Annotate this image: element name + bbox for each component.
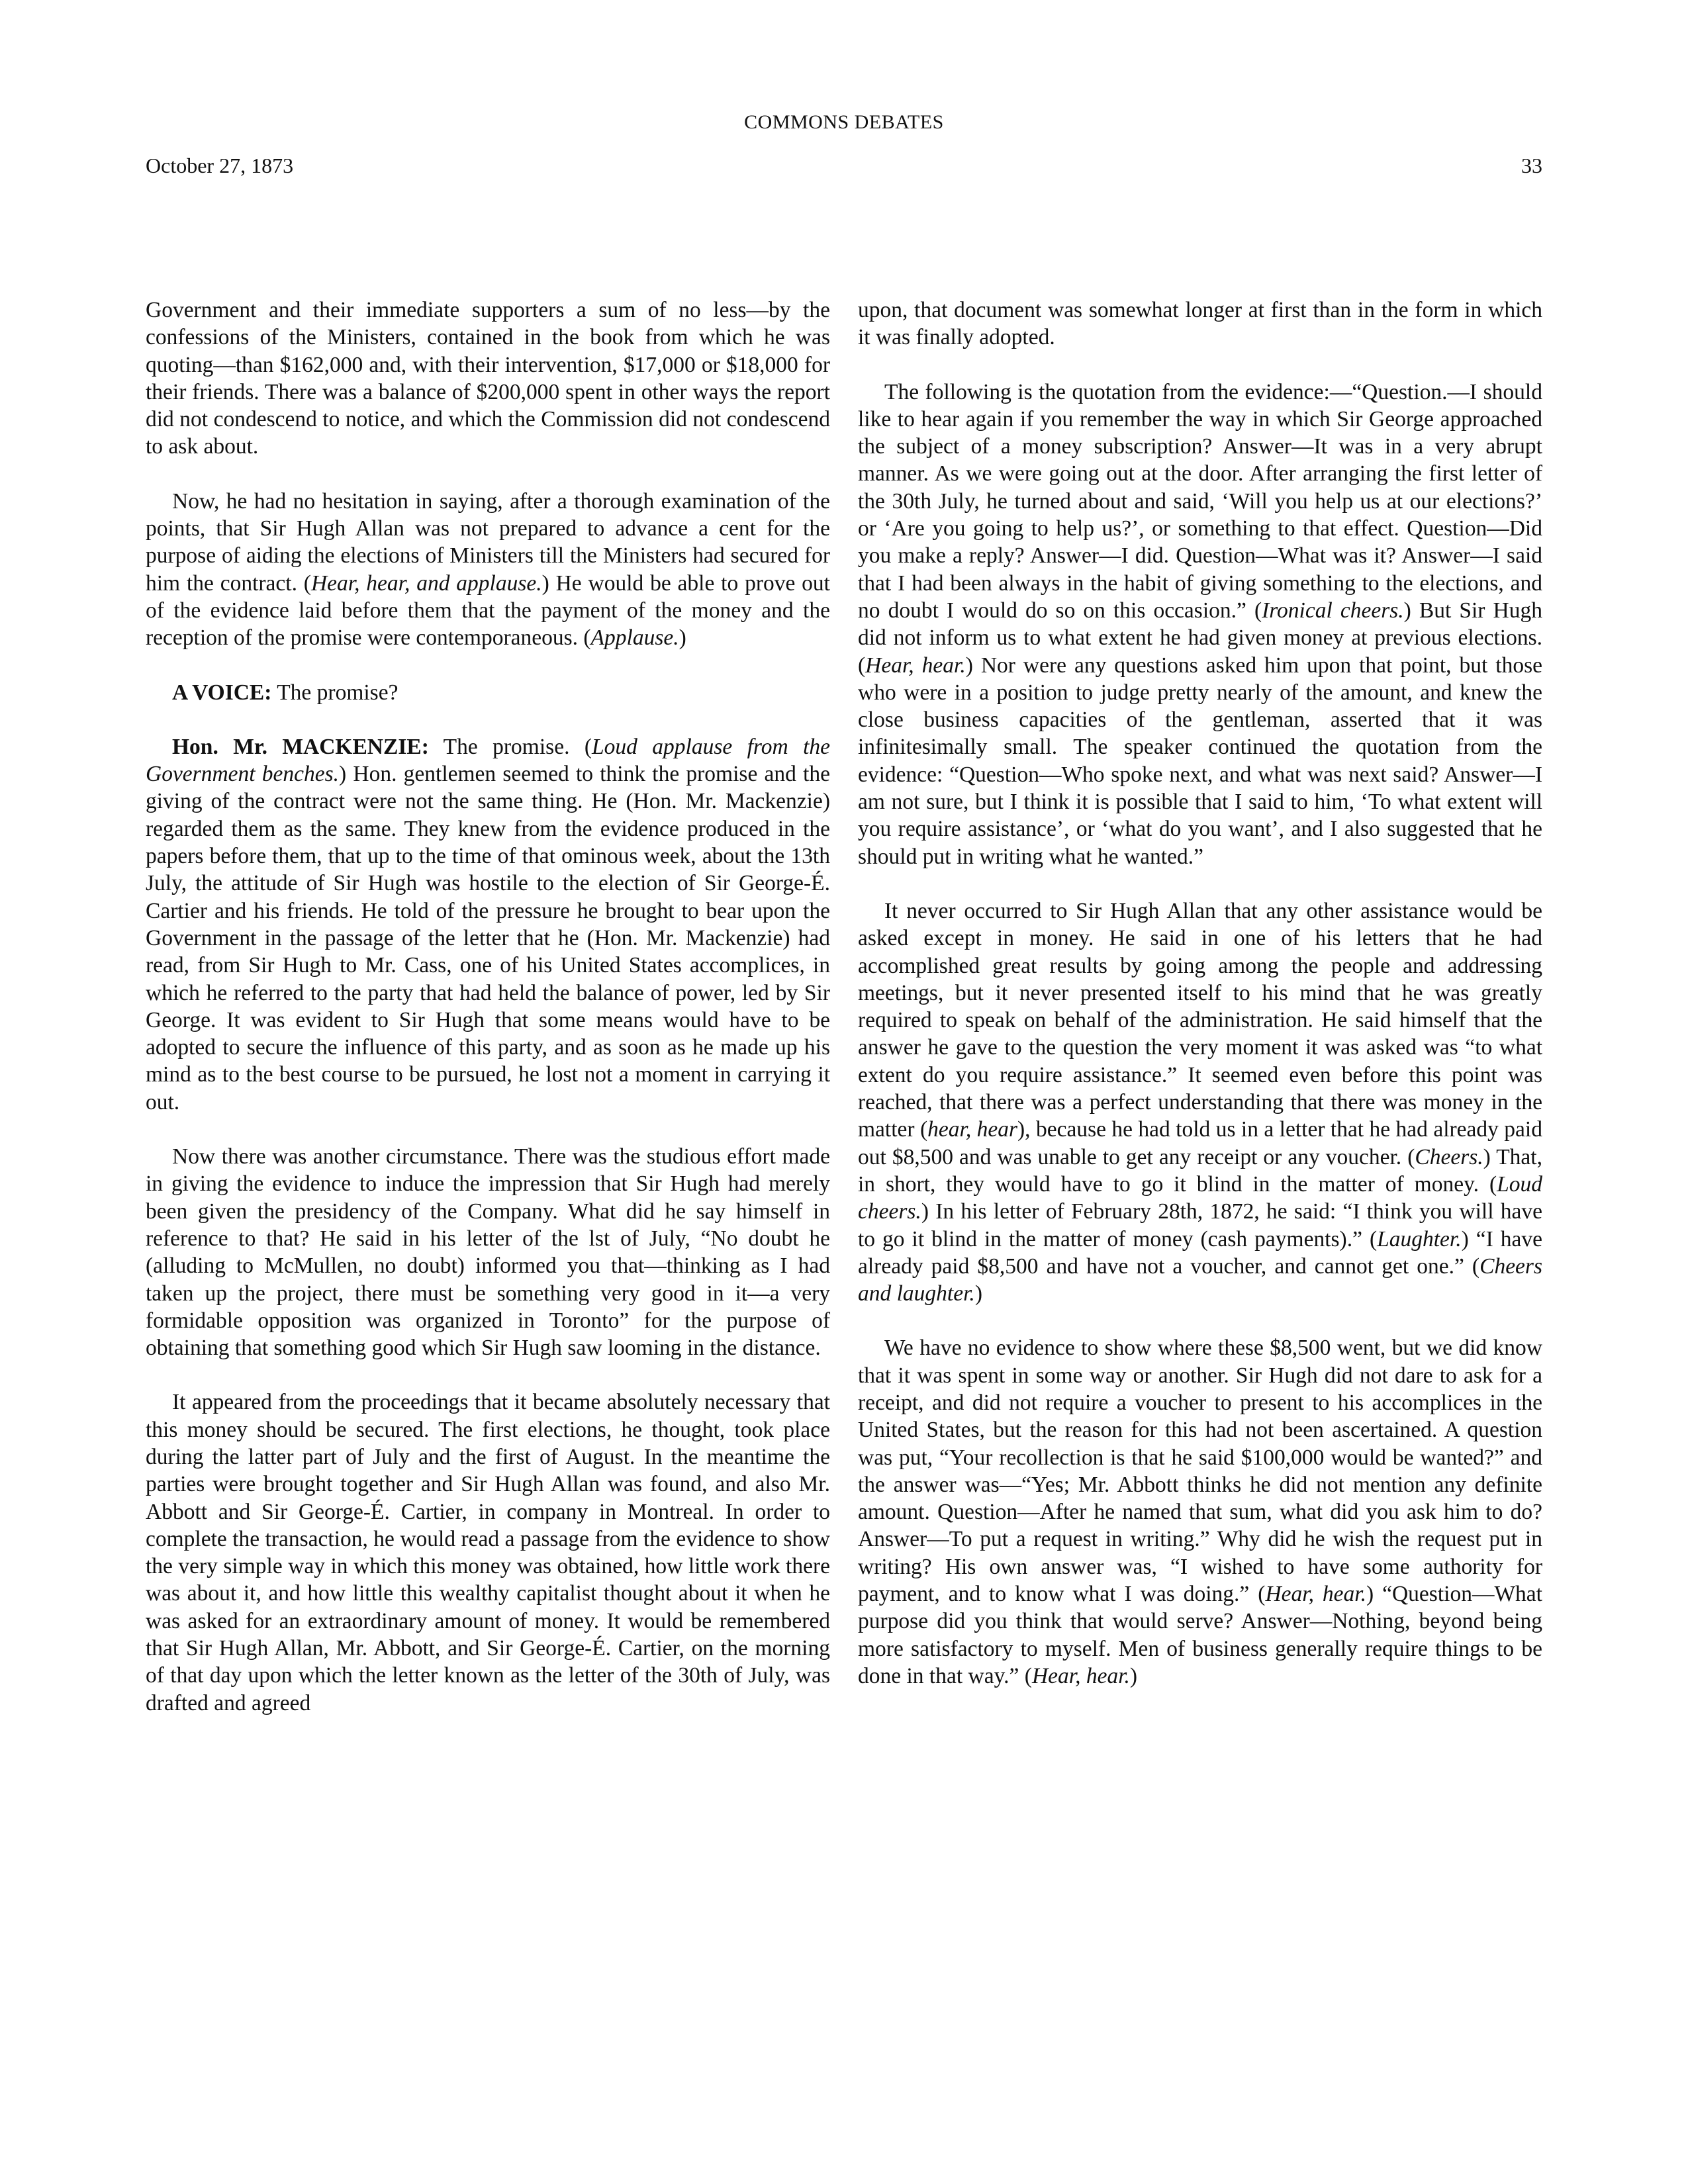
text: ) That, in short, they would have to go it blind in the matter of money. ( xyxy=(858,1144,1542,1197)
speaker-name: Hon. Mr. MACKENZIE: xyxy=(172,734,429,759)
interjection: Hear, hear. xyxy=(865,653,966,678)
text: The promise. ( xyxy=(428,734,592,759)
text: ) But Sir Hugh did not inform us to what extent he had given money at previous elections. ( xyxy=(858,598,1542,678)
paragraph xyxy=(146,733,830,1116)
text: Now, he had no hesitation in saying, after a thorough examination of the points, that Sir Hugh Allan was not prepared to advance a cent for the purpose of aiding the elections of Ministers till the Ministers had secured for him the contract. ( xyxy=(146,488,830,596)
paragraph xyxy=(858,897,1542,1307)
text: ) “Question—What purpose did you think that would serve? Answer—Nothing, beyond being more satisfactory to myself. Men of business generally require things to be done in that way.” ( xyxy=(858,1582,1542,1688)
text: It never occurred to Sir Hugh Allan that any other assistance would be asked except in money. He said in one of his letters that he had accomplished great results by going among the people and addressing meetings, but it never presented itself to his mind that he was greatly required to speak on behalf of the administration. He said himself that the answer he gave to the question the very moment it was asked was “to what extent do you require assistance.” It seemed even before this point was reached, that there was a perfect understanding that there was money in the matter ( xyxy=(858,898,1542,1142)
text: ) Nor were any questions asked him upon that point, but those who were in a position to judge pretty nearly of the amount, and knew the close business capacities of the gentleman, asserted that it was infinitesimally small. The speaker continued the quotation from the evidence: “Question—Who spoke next, and what was next said? Answer—I am not sure, but I think it is possible that I said to him, ‘To what extent will you require assistance’, or ‘what do you want’, and I also suggested that he should put in writing what he wanted.” xyxy=(858,653,1542,869)
interjection: Loud applause from the Government benches. xyxy=(146,734,830,787)
text: ), because he had told us in a letter that he had already paid out $8,500 and was unable to get any receipt or any voucher. ( xyxy=(858,1117,1542,1169)
interjection: Hear, hear. xyxy=(1265,1582,1366,1607)
text: ) He would be able to prove out of the evidence laid before them that the payment of the money and the reception of the promise were contemporaneous. ( xyxy=(146,570,830,651)
text: ) xyxy=(1129,1663,1138,1688)
text: The following is the quotation from the evidence:—“Question.—I should like to hear again if you remember the way in which Sir George approached the subject of a money subscription? Answer—It was in a very abrupt manner. As we were going out at the door. After arranging the first letter of the 30th July, he turned about and said, ‘Will you help us at our elections?’ or ‘Are you going to help us?’, or something to that effect. Question—Did you make a reply? Answer—I did. Question—What was it? Answer—I said that I had been always in the habit of giving something to the elections, and no doubt I would do so on this occasion.” ( xyxy=(858,379,1542,623)
interjection: Applause. xyxy=(590,625,679,651)
paragraph: Now there was another circumstance. There was the studious effort made in giving the evidence to induce the impression that Sir Hugh had merely been given the presidency of the Company. What did he say himself in reference to that? He said in his letter of the lst of July, “No doubt he (alluding to McMullen, no doubt) informed you that—thinking as I had taken up the project, there must be something very good in it—a very formidable opposition was organized in Toronto” for the purpose of obtaining that something good which Sir Hugh saw looming in the distance. xyxy=(146,1144,830,1361)
page-number: 33 xyxy=(1521,154,1542,177)
left-column xyxy=(146,296,830,1744)
running-head: COMMONS DEBATES xyxy=(744,111,944,133)
text: ) In his letter of February 28th, 1872, he said: “I think you will have to go it blind in the matter of money (cash payments).” ( xyxy=(858,1199,1542,1251)
interjection: Cheers and laughter. xyxy=(858,1253,1542,1306)
text: ) xyxy=(974,1281,982,1306)
paragraph: Government and their immediate supporters a sum of no less—by the confessions of the Ministers, contained in the book from which he was quoting—than $162,000 and, with their intervention, $17,000 or $18,000 for their friends. There was a balance of $200,000 spent in other ways the report did not condescend to notice, and which the Commission did not condescend to ask about. xyxy=(146,298,830,459)
paragraph xyxy=(858,379,1542,870)
speaker-name: A VOICE: xyxy=(172,680,272,705)
interjection: Cheers. xyxy=(1415,1144,1483,1169)
paragraph xyxy=(146,488,830,652)
interjection: Hear, hear. xyxy=(1031,1663,1130,1688)
paragraph: upon, that document was somewhat longer at first than in the form in which it was finally adopted. xyxy=(858,298,1542,350)
paragraph: It appeared from the proceedings that it became absolutely necessary that this money should be secured. The first elections, he thought, took place during the latter part of July and the first of August. In the meantime the parties were brought together and Sir Hugh Allan was found, and also Mr. Abbott and Sir George-É. Cartier, in company in Montreal. In order to complete the transaction, he would read a passage from the evidence to show the very simple way in which this money was obtained, how little work there was about it, and how little this wealthy capitalist thought about it when he was asked for an extraordinary amount of money. It would be remembered that Sir Hugh Allan, Mr. Abbott, and Sir George-É. Cartier, on the morning of that day upon which the letter known as the letter of the 30th of July, was drafted and agreed xyxy=(146,1390,830,1715)
interjection: Hear, hear, and applause. xyxy=(310,570,542,596)
interjection: Laughter. xyxy=(1377,1226,1462,1251)
interjection: Ironical cheers. xyxy=(1262,598,1404,623)
text: The promise? xyxy=(271,680,399,705)
paragraph xyxy=(858,1334,1542,1690)
text: ) “I have already paid $8,500 and have not a voucher, and cannot get one.” ( xyxy=(858,1226,1543,1279)
text: ) Hon. gentlemen seemed to think the promise and the giving of the contract were not the same thing. He (Hon. Mr. Mackenzie) regarded them as the same. They knew from the evidence produced in the papers before them, that up to the time of that ominous week, about the 13th July, the attitude of Sir Hugh was hostile to the election of Sir George-É. Cartier and his friends. He told of the pressure he brought to bear upon the Government in the passage of the letter that he (Hon. Mr. Mackenzie) had read, from Sir Hugh to Mr. Cass, one of his United States accomplices, in which he referred to the party that had held the balance of power, led by Sir George. It was evident to Sir Hugh that some means would have to be adopted to secure the influence of this party, and as soon as he made up his mind as to the best course to be pursued, he lost not a moment in carrying it out. xyxy=(146,762,830,1115)
interjection: Loud cheers. xyxy=(858,1171,1542,1224)
page-date: October 27, 1873 xyxy=(146,154,294,177)
text: We have no evidence to show where these $8,500 went, but we did know that it was spent in some way or another. Sir Hugh did not dare to ask for a receipt, and did not require a voucher to present to his accomplices in the United States, but the reason for this had not been ascertained. A question was put, “Your recollection is that he said $100,000 would be wanted?” and the answer was—“Yes; Mr. Abbott thinks he did not mention any definite amount. Question—After he named that sum, what did you ask him to do? Answer—To put a request in writing.” Why did he wish the request put in writing? His own answer was, “I wished to have some authority for payment, and to know what I was doing.” ( xyxy=(858,1336,1542,1607)
paragraph xyxy=(146,679,830,706)
right-column xyxy=(858,296,1542,1717)
interjection: hear, hear xyxy=(927,1117,1018,1142)
text: ) xyxy=(679,625,686,651)
